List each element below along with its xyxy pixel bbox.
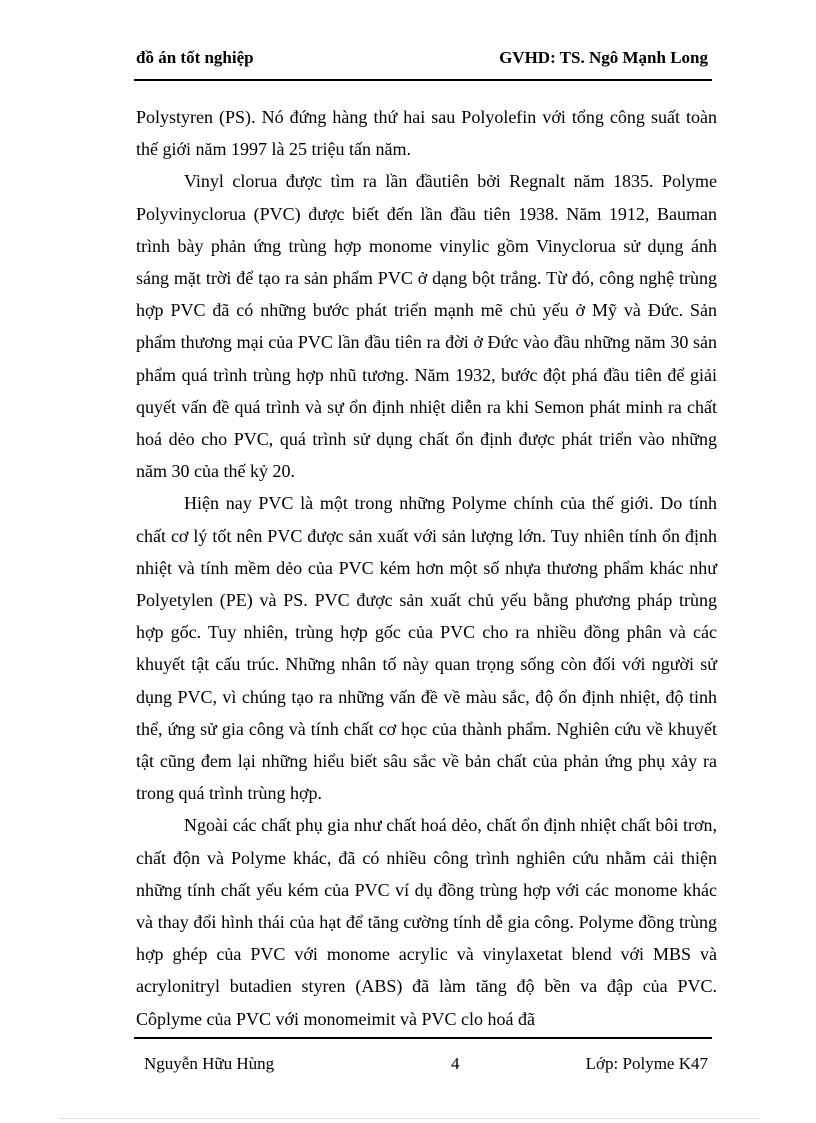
page-header — [136, 48, 708, 74]
footer-author: Nguyễn Hữu Hùng — [144, 1054, 275, 1073]
paragraph-3: Hiện nay PVC là một trong những Polyme chính của thế giới. Do tính chất cơ lý tốt nên PVC được sản xuất với sản lượng lớn. Tuy nhiên tính ổn định nhiệt và tính mềm dẻo của PVC kém hơn một số nhựa thương phẩm khác như Polyetylen (PE) và PS. PVC được sản xuất chủ yếu bằng phương pháp trùng hợp gốc. Tuy nhiên, trùng hợp gốc của PVC cho ra nhiều đồng phân và các khuyết tật cấu trúc. Những nhân tố này quan trọng sống còn đối với người sử dụng PVC, vì chúng tạo ra những vấn đề về màu sắc, độ ổn định nhiệt, độ tinh thể, ứng sử gia công và tính chất cơ học của thành phẩm. Nghiên cứu về khuyết tật cũng đem lại những hiểu biết sâu sắc về bản chất của phản ứng phụ xảy ra trong quá trình trùng hợp. — [136, 493, 717, 804]
page-body — [136, 101, 717, 1035]
header-supervisor: GVHD: TS. Ngô Mạnh Long — [499, 48, 708, 67]
paragraph-2: Vinyl clorua được tìm ra lần đầutiên bởi Regnalt năm 1835. Polyme Polyvinyclorua (PVC) được biết đến lần đầu tiên 1938. Năm 1912, Bauman trình bày phản ứng trùng hợp monome vinylic gồm Vinyclorua sử dụng ánh sáng mặt trời để tạo ra sản phẩm PVC ở dạng bột trắng. Từ đó, công nghệ trùng hợp PVC đã có những bước phát triển mạnh mẽ chủ yếu ở Mỹ và Đức. Sản phẩm thương mại của PVC lần đầu tiên ra đời ở Đức vào đầu những năm 30 sản phẩm quá trình trùng hợp nhũ tương. Năm 1932, bước đột phá đầu tiên để giải quyết vấn đề quá trình và sự ổn định nhiệt diễn ra khi Semon phát minh ra chất hoá dẻo cho PVC, quá trình sử dụng chất ổn định được phát triển vào những năm 30 của thế kỷ 20. — [136, 171, 717, 482]
header-rule — [134, 79, 712, 81]
paragraph-4: Ngoài các chất phụ gia như chất hoá dẻo, chất ổn định nhiệt chất bôi trơn, chất độn và Polyme khác, đã có nhiều công trình nghiên cứu nhằm cải thiện những tính chất yếu kém của PVC ví dụ đồng trùng hợp với các monome khác và thay đổi hình thái của hạt để tăng cường tính dễ gia công. Polyme đồng trùng hợp ghép của PVC với monome acrylic và vinylaxetat blend với MBS và acrylonitryl butadien styren (ABS) đã làm tăng độ bền va đập của PVC. Côplyme của PVC với monomeimit và PVC clo hoá đã — [136, 815, 717, 1029]
page-edge-divider — [60, 1118, 760, 1119]
footer-rule — [134, 1037, 712, 1039]
page-number: 4 — [451, 1054, 460, 1073]
paragraph-1: Polystyren (PS). Nó đứng hàng thứ hai sau Polyolefin với tổng công suất toàn thế giới năm 1997 là 25 triệu tấn năm. — [136, 107, 717, 160]
page-footer — [144, 1054, 712, 1078]
header-title: đồ án tốt nghiệp — [136, 48, 254, 67]
footer-class: Lớp: Polyme K47 — [585, 1054, 708, 1073]
